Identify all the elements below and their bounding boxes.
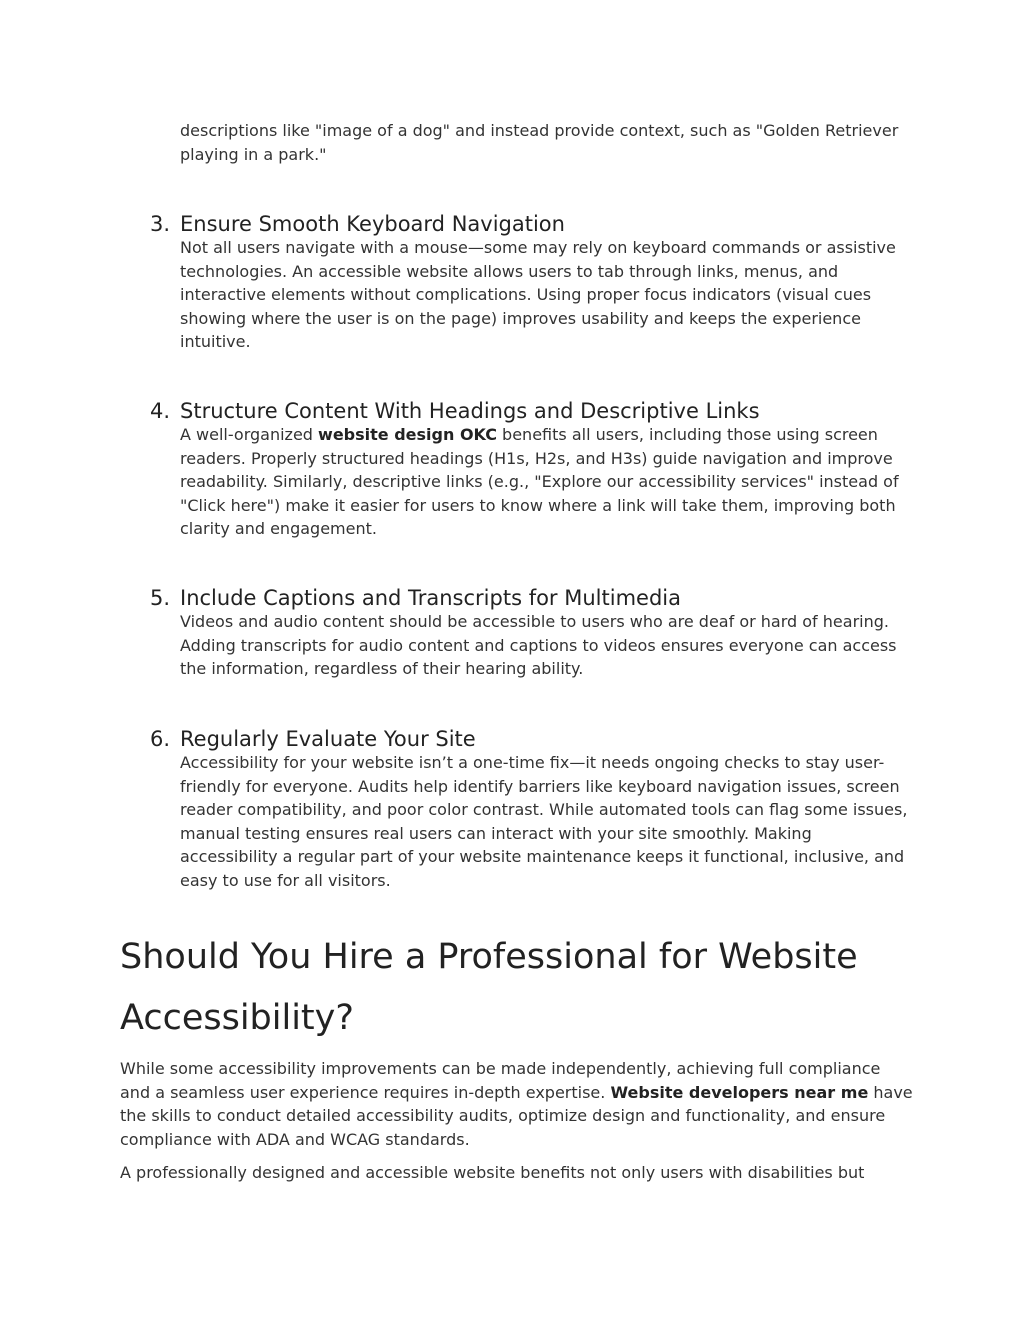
item-body-keyboard-navigation: Not all users navigate with a mouse—some may rely on keyboard commands or assistive technologies. An accessible website allows users to tab through links, menus, and interactive elements without complications. Using proper focus indicators (visual cues showing where the user is on the page) improves usability and keeps the experience intuitive.: [180, 238, 896, 351]
section-heading: Should You Hire a Professional for Website Accessibility?: [120, 937, 858, 1038]
item-body-evaluate-site: Accessibility for your website isn’t a one-time fix—it needs ongoing checks to stay user-friendly for everyone. Audits help identify barriers like keyboard navigation issues, screen reader compatibility, and poor color contrast. While automated tools can flag some issues, manual testing ensures real users can interact with your site smoothly. Making accessibility a regular part of your website maintenance keeps it functional, inclusive, and easy to use for all visitors.: [180, 753, 908, 890]
body-text: have the skills to conduct detailed accessibility audits, optimize design and functionality, and ensure compliance with ADA and WCAG standards.: [120, 1082, 913, 1149]
body-text: A well-organized: [180, 425, 319, 444]
section-paragraph-1: [120, 1057, 915, 1151]
list-number: 4.: [150, 399, 171, 423]
item-heading-structure-content: Structure Content With Headings and Descriptive Links: [180, 399, 760, 423]
item-heading-evaluate-site: Regularly Evaluate Your Site: [180, 727, 476, 751]
body-text: benefits all users, including those using screen readers. Properly structured headings (H1s, H2s, and H3s) guide navigation and improve readability. Similarly, descriptive links (e.g., "Explore our accessibility services" instead of "Click here") make it easier for users to know where a link will take them, improving both clarity and engagement.: [180, 425, 899, 538]
item-heading-captions-transcripts: Include Captions and Transcripts for Multimedia: [180, 586, 681, 610]
item-heading-keyboard-navigation: Ensure Smooth Keyboard Navigation: [180, 212, 565, 236]
list-number: 3.: [150, 212, 171, 236]
intro-paragraph: descriptions like "image of a dog" and instead provide context, such as "Golden Retriever playing in a park.": [180, 121, 899, 164]
keyword-website-developers: Website developers near me: [610, 1082, 869, 1102]
keyword-website-design-okc: website design OKC: [318, 425, 497, 444]
list-number: 5.: [150, 586, 171, 610]
item-body-captions-transcripts: Videos and audio content should be accessible to users who are deaf or hard of hearing. Adding transcripts for audio content and captions to videos ensures everyone can access the information, regardless of their hearing ability.: [180, 612, 897, 678]
section-paragraph-2: A professionally designed and accessible website benefits not only users with disabilities but: [120, 1163, 865, 1182]
list-number: 6.: [150, 727, 171, 751]
body-text: While some accessibility improvements can be made independently, achieving full compliance and a seamless user experience requires in-depth expertise.: [120, 1059, 881, 1102]
item-body-structure-content: [180, 423, 910, 541]
